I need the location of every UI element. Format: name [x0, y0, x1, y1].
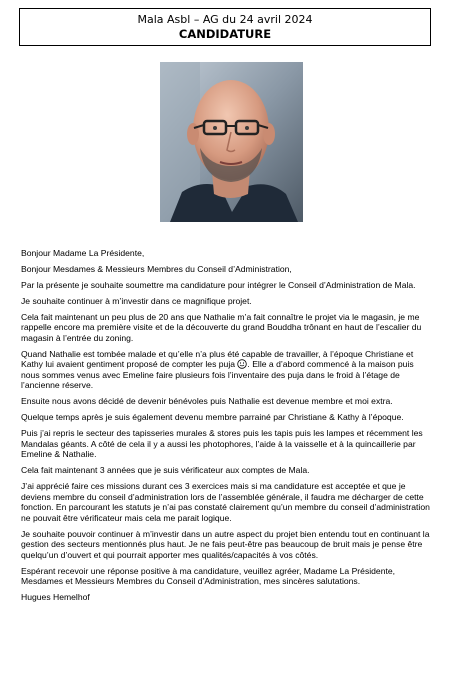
header-title: CANDIDATURE [178, 27, 272, 41]
paragraph: Puis j’ai repris le secteur des tapisseries murales & stores puis les tapis puis les lampes et récemment les Mandalas géants. A côté de cela il y a aussi les photophores, l’aide à la vaisselle et à la quincaillerie par Emeline & Nathalie. [21, 428, 423, 460]
paragraph: J’ai apprécié faire ces missions durant ces 3 exercices mais si ma candidature est acceptée et que je deviens membre du conseil d’administration lors de l’assemblée générale, il faudra me décharger de cette fonction. En parcourant les statuts je n’ai pas constaté clairement qu’un membre du conseil d’administration ne pouvait être vérificateur mais cela me parait logique. [21, 481, 430, 523]
paragraph: Ensuite nous avons décidé de devenir bénévoles puis Nathalie est devenue membre et moi extra. [21, 396, 393, 407]
portrait-illustration [160, 62, 303, 222]
paragraph-part: Quand Nathalie est tombée malade et qu’elle n’a plus été capable de travailler, à l’époque Christiane et Kathy lui avaient gentiment proposé de compter les puja [21, 348, 414, 370]
paragraph: Quelque temps après je suis également devenu membre parrainé par Christiane & Kathy à l’époque. [21, 412, 404, 423]
paragraph: Espérant recevoir une réponse positive à ma candidature, veuillez agréer, Madame La Présidente, Mesdames et Messieurs Membres du Conseil d’Administration, mes sincères salutations. [21, 565, 396, 587]
paragraph-part: . Elle a d’abord commencé à la maison puis nous sommes venus avec Emeline faire plusieurs fois l’inventaire des puja dans le froid à l’étage de l’ancienne réserve. [21, 359, 414, 391]
paragraph: Cela fait maintenant 3 années que je suis vérificateur aux comptes de Mala. [21, 465, 310, 476]
letter-body [21, 248, 433, 608]
signature: Hugues Hemelhof [21, 592, 90, 603]
paragraph: Je souhaite pouvoir continuer à m’investir dans un autre aspect du projet bien entendu tout en continuant la gestion des secteurs mentionnés plus haut. Je ne fais peut-être pas beaucoup de bruit mais je pense être quelqu’un d’ouvert et qui pourrait apporter mes qualités/capacités à vos côtés. [21, 528, 430, 560]
document-header [19, 8, 431, 46]
paragraph: Cela fait maintenant un peu plus de 20 ans que Nathalie m’a fait connaître le projet via le magasin, je me rappelle encore ma première visite et de la découverte du grand Bouddha trônant en haut de l’escalier du magasin à l’entrée du zoning. [21, 311, 422, 343]
paragraph: Par la présente je souhaite soumettre ma candidature pour intégrer le Conseil d’Administration de Mala. [21, 279, 416, 290]
paragraph [21, 349, 433, 391]
salutation-president: Bonjour Madame La Présidente, [21, 248, 145, 258]
header-subtitle: Mala Asbl – AG du 24 avril 2024 [137, 13, 313, 26]
paragraph: Je souhaite continuer à m’investir dans ce magnifique projet. [21, 295, 252, 306]
portrait-photo [160, 62, 303, 222]
smiley-icon [237, 359, 247, 369]
salutation-members: Bonjour Mesdames & Messieurs Membres du Conseil d’Administration, [21, 263, 292, 274]
